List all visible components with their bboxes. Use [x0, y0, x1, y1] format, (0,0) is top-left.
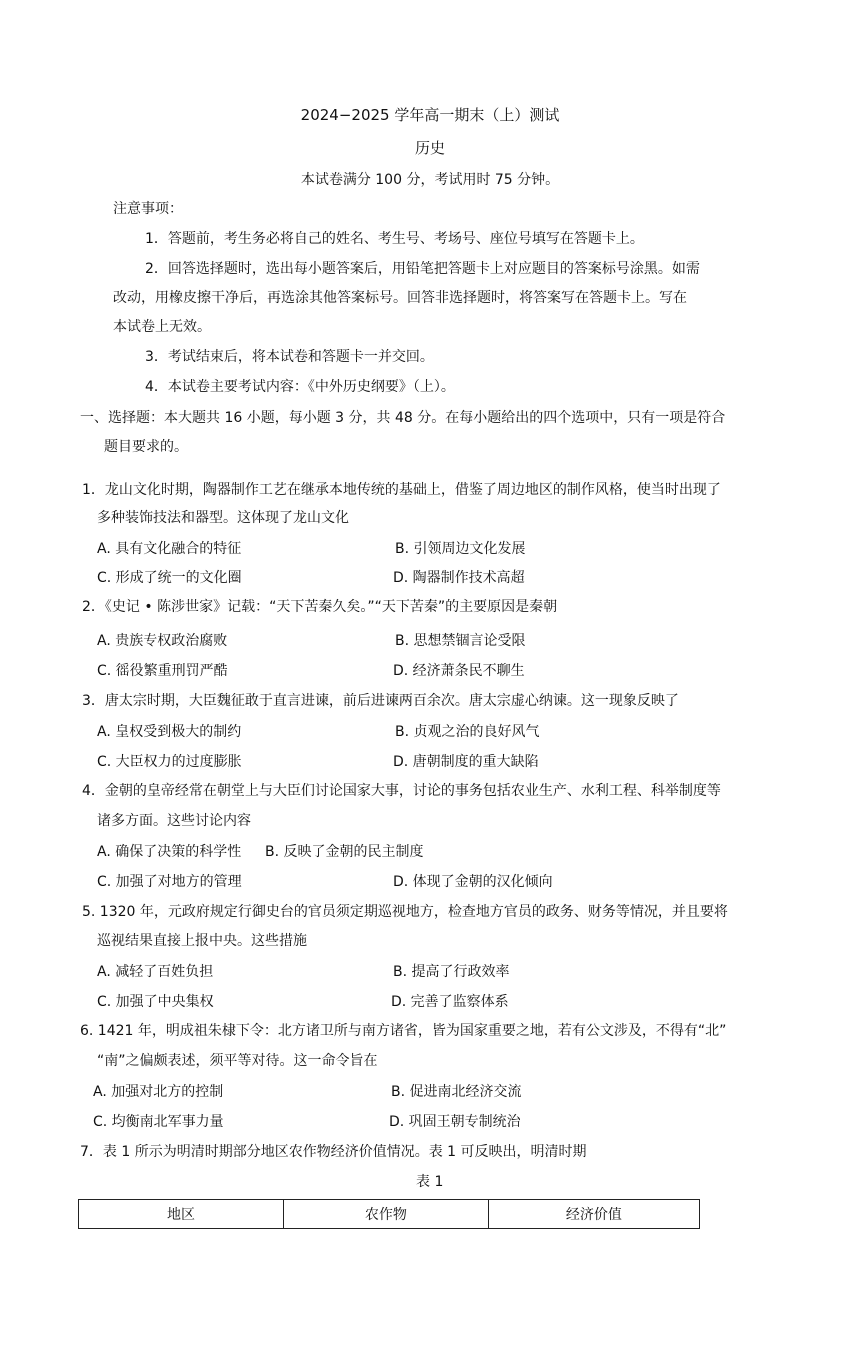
subject-title: 历史 [414, 139, 445, 157]
question-stem-continued: “南”之偏颇表述，须平等对待。这一命令旨在 [97, 1053, 378, 1069]
option-b: B. 反映了金朝的民主制度 [265, 844, 424, 860]
question-stem: 6. 1421 年，明成祖朱棣下令：北方诸卫所与南方诸省，皆为国家重要之地，若有公文涉及，不得有“北” [80, 1023, 727, 1039]
option-b: B. 引领周边文化发展 [395, 541, 526, 557]
option-b: B. 贞观之治的良好风气 [395, 724, 540, 740]
exam-info: 本试卷满分 100 分，考试用时 75 分钟。 [300, 172, 560, 188]
option-d: D. 唐朝制度的重大缺陷 [393, 754, 539, 770]
option-b: B. 提高了行政效率 [393, 964, 510, 980]
table-caption: 表 1 [416, 1174, 444, 1190]
option-c: C. 徭役繁重刑罚严酷 [97, 663, 228, 679]
exam-title: 2024−2025 学年高一期末（上）测试 [300, 106, 560, 124]
option-c: C. 加强了中央集权 [97, 994, 214, 1010]
question-stem: 1．龙山文化时期，陶器制作工艺在继承本地传统的基础上，借鉴了周边地区的制作风格，使当时出现了 [82, 482, 721, 498]
table-header-cell: 地区 [79, 1200, 284, 1229]
question-stem: 7．表 1 所示为明清时期部分地区农作物经济价值情况。表 1 可反映出，明清时期 [80, 1144, 587, 1160]
question-stem: 3．唐太宗时期，大臣魏征敢于直言进谏，前后进谏两百余次。唐太宗虚心纳谏。这一现象反映了 [82, 693, 679, 709]
table-header-cell: 经济价值 [488, 1200, 699, 1229]
notice-item-continued: 改动，用橡皮擦干净后，再选涂其他答案标号。回答非选择题时，将答案写在答题卡上。写在 [113, 290, 687, 306]
section-heading: 一、选择题：本大题共 16 小题，每小题 3 分，共 48 分。在每小题给出的四个选项中，只有一项是符合 [80, 410, 726, 426]
option-a: A. 皇权受到极大的制约 [97, 724, 242, 740]
data-table [78, 1199, 700, 1229]
option-b: B. 思想禁锢言论受限 [395, 633, 526, 649]
notice-item: 4．本试卷主要考试内容：《中外历史纲要》（上）。 [145, 379, 455, 395]
option-d: D. 陶器制作技术高超 [393, 570, 525, 586]
notice-item: 3．考试结束后，将本试卷和答题卡一并交回。 [145, 349, 434, 365]
option-a: A. 具有文化融合的特征 [97, 541, 242, 557]
option-b: B. 促进南北经济交流 [391, 1084, 522, 1100]
question-stem: 2．《史记 • 陈涉世家》记载：“天下苦秦久矣。”“天下苦秦”的主要原因是秦朝 [82, 599, 558, 615]
table-header-row [79, 1200, 700, 1229]
table-header-cell: 农作物 [283, 1200, 488, 1229]
question-stem-continued: 多种装饰技法和器型。这体现了龙山文化 [97, 510, 349, 526]
question-stem-continued: 巡视结果直接上报中央。这些措施 [97, 933, 307, 949]
question-stem: 5. 1320 年，元政府规定行御史台的官员须定期巡视地方，检查地方官员的政务、财务等情况，并且要将 [82, 904, 728, 920]
notice-item: 1．答题前，考生务必将自己的姓名、考生号、考场号、座位号填写在答题卡上。 [145, 231, 644, 247]
option-a: A. 加强对北方的控制 [93, 1084, 224, 1100]
option-c: C. 大臣权力的过度膨胀 [97, 754, 242, 770]
option-c: C. 加强了对地方的管理 [97, 874, 242, 890]
notice-heading: 注意事项： [113, 201, 183, 217]
notice-item: 2．回答选择题时，选出每小题答案后，用铅笔把答题卡上对应题目的答案标号涂黑。如需 [145, 261, 700, 277]
option-c: C. 形成了统一的文化圈 [97, 570, 242, 586]
option-c: C. 均衡南北军事力量 [93, 1114, 224, 1130]
option-d: D. 巩固王朝专制统治 [389, 1114, 521, 1130]
option-d: D. 体现了金朝的汉化倾向 [393, 874, 553, 890]
section-heading-continued: 题目要求的。 [104, 439, 188, 455]
option-a: A. 减轻了百姓负担 [97, 964, 214, 980]
option-d: D. 经济萧条民不聊生 [393, 663, 525, 679]
question-stem-continued: 诸多方面。这些讨论内容 [97, 813, 251, 829]
option-a: A. 贵族专权政治腐败 [97, 633, 228, 649]
question-stem: 4．金朝的皇帝经常在朝堂上与大臣们讨论国家大事，讨论的事务包括农业生产、水利工程、科举制度等 [82, 783, 721, 799]
notice-item-continued: 本试卷上无效。 [113, 319, 211, 335]
option-d: D. 完善了监察体系 [391, 994, 509, 1010]
option-a: A. 确保了决策的科学性 [97, 844, 242, 860]
